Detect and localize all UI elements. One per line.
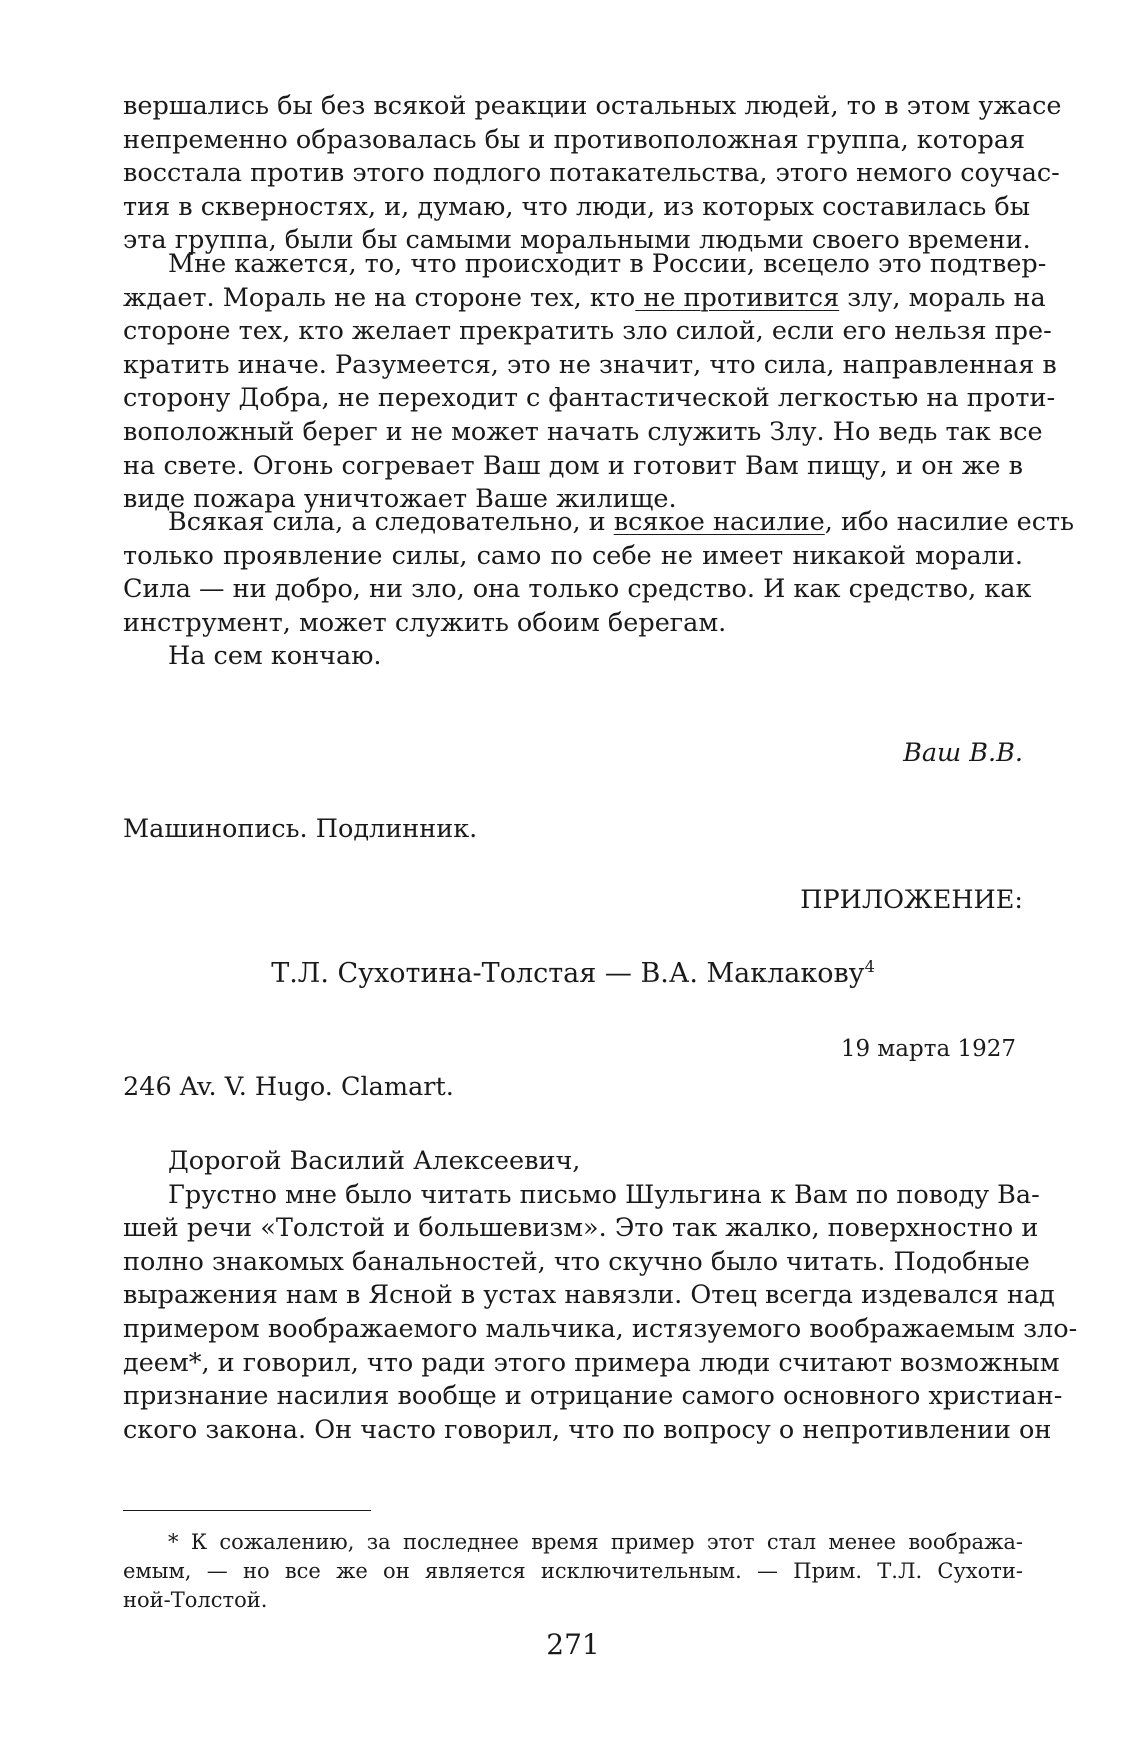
text-line: примером воображаемого мальчика, истязуемого воображаемым зло- [123,1313,1078,1344]
text-line: полно знакомых банальностей, что скучно было читать. Подобные [123,1246,1030,1277]
text-fragment: ждает. Мораль не на стороне тех, кто [123,282,636,313]
text-line: эта группа, были бы самыми моральными людьми своего времени. [123,225,1031,256]
text-line [123,506,1074,540]
appendix-label: ПРИЛОЖЕНИЕ: [800,885,1023,915]
text-line: шей речи «Толстой и большевизм». Это так жалко, поверхностно и [123,1213,1039,1244]
text-line: Сила — ни добро, ни зло, она только средство. И как средство, как [123,574,1032,605]
page-number: 271 [546,1628,600,1661]
underlined-phrase: не противится [635,282,840,313]
text-line: ского закона. Он часто говорил, что по вопросу о непротивлении он [123,1414,1052,1445]
footnote [123,1528,1023,1615]
closing-line: На сем кончаю. [168,641,382,672]
text-line: деем*, и говорил, что ради этого примера люди считают возможным [123,1347,1060,1378]
text-line: Мне кажется, то, что происходит в России, всецело это подтвер- [168,249,1047,279]
text-line: стороне тех, кто желает прекратить зло силой, если его нельзя пре- [123,316,1052,347]
text-line: инструмент, может служить обоим берегам. [123,607,727,638]
text-line [123,282,1046,316]
footnote-line: емым, — но все же он является исключительным. — Прим. Т.Л. Сухоти- [123,1559,1023,1583]
footnote-divider [123,1510,371,1511]
text-fragment: злу, мораль на [839,282,1046,313]
letter-heading-text: Т.Л. Сухотина-Толстая — В.А. Маклакову [271,958,865,989]
footnote-line: * К сожалению, за последнее время пример этот стал менее вообража- [168,1530,1023,1554]
text-line: восстала против этого подлого потакательства, этого немого соучас- [123,158,1060,189]
text-fragment: , ибо насилие есть [824,507,1074,537]
text-line: виде пожара уничтожает Ваше жилище. [123,484,677,515]
text-line: Грустно мне было читать письмо Шульгина к Вам по поводу Ва- [168,1179,1040,1210]
letter-heading [0,958,1146,989]
paragraph-continuation [123,90,1062,258]
text-line: непременно образовалась бы и противоположная группа, которая [123,124,1026,155]
paragraph-morality [123,248,1057,517]
text-line: тия в скверностях, и, думаю, что люди, из которых составилась бы [123,191,1031,222]
text-line: сторону Добра, не переходит с фантастической легкостью на проти- [123,383,1056,414]
salutation: Дорогой Василий Алексеевич, [168,1146,581,1176]
note-reference: 4 [864,957,875,976]
footnote-line: ной-Толстой. [123,1588,268,1612]
text-line: вершались бы без всякой реакции остальных людей, то в этом ужасе [123,91,1062,121]
signature: Ваш В.В. [903,738,1023,768]
letter-date: 19 марта 1927 [840,1036,1016,1062]
underlined-phrase: всякое насилие [613,507,825,537]
text-line: воположный берег и не может начать служить Злу. Но ведь так все [123,416,1043,447]
text-line: на свете. Огонь согревает Ваш дом и готовит Вам пищу, и он же в [123,450,1023,481]
paragraph-violence [123,506,1074,674]
text-line: только проявление силы, само по себе не имеет никакой морали. [123,540,1023,571]
text-line: выражения нам в Ясной в устах навязли. Отец всегда издевался над [123,1280,1055,1311]
source-note: Машинопись. Подлинник. [123,814,478,844]
text-line: признание насилия вообще и отрицание самого основного христиан- [123,1381,1063,1412]
text-line: кратить иначе. Разумеется, это не значит, что сила, направленная в [123,349,1057,380]
letter-body [123,1145,1078,1447]
text-fragment: Всякая сила, а следовательно, и [168,507,614,537]
letter-address: 246 Av. V. Hugo. Clamart. [123,1072,454,1102]
